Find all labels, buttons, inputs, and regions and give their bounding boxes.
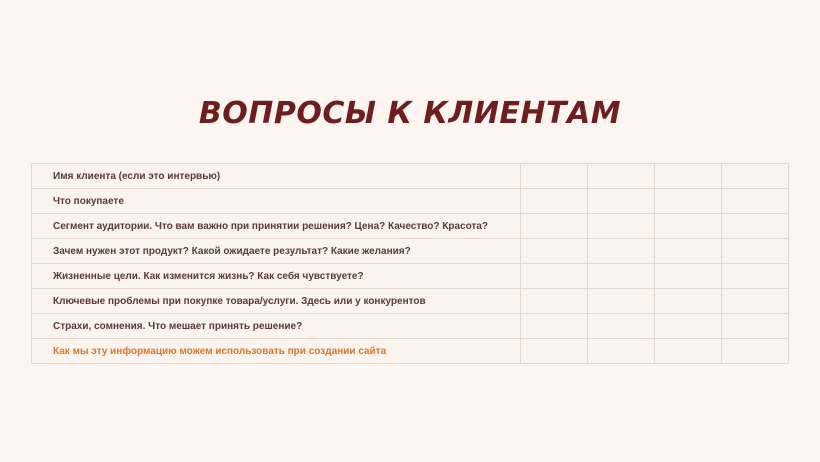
answer-cell[interactable]	[588, 314, 655, 339]
question-cell: Зачем нужен этот продукт? Какой ожидаете результат? Какие желания?	[32, 239, 521, 264]
table-row	[32, 289, 789, 314]
answer-cell[interactable]	[722, 214, 789, 239]
question-cell-highlight: Как мы эту информацию можем использовать при создании сайта	[32, 339, 521, 364]
answer-cell[interactable]	[521, 189, 588, 214]
answer-cell[interactable]	[588, 214, 655, 239]
answer-cell[interactable]	[588, 189, 655, 214]
question-cell: Страхи, сомнения. Что мешает принять решение?	[32, 314, 521, 339]
table-row	[32, 189, 789, 214]
answer-cell[interactable]	[722, 264, 789, 289]
table-row	[32, 339, 789, 364]
answer-cell[interactable]	[521, 339, 588, 364]
question-cell: Жизненные цели. Как изменится жизнь? Как себя чувствуете?	[32, 264, 521, 289]
answer-cell[interactable]	[521, 264, 588, 289]
question-cell: Ключевые проблемы при покупке товара/услуги. Здесь или у конкурентов	[32, 289, 521, 314]
answer-cell[interactable]	[588, 164, 655, 189]
answer-cell[interactable]	[655, 239, 722, 264]
answer-cell[interactable]	[588, 339, 655, 364]
answer-cell[interactable]	[521, 239, 588, 264]
table-row	[32, 214, 789, 239]
answer-cell[interactable]	[655, 314, 722, 339]
answer-cell[interactable]	[655, 264, 722, 289]
answer-cell[interactable]	[588, 239, 655, 264]
answer-cell[interactable]	[722, 289, 789, 314]
answer-cell[interactable]	[722, 239, 789, 264]
table-row	[32, 314, 789, 339]
table-row	[32, 264, 789, 289]
table-row	[32, 164, 789, 189]
answer-cell[interactable]	[722, 164, 789, 189]
answer-cell[interactable]	[655, 214, 722, 239]
answer-cell[interactable]	[521, 289, 588, 314]
answer-cell[interactable]	[588, 264, 655, 289]
answer-cell[interactable]	[588, 289, 655, 314]
table-row	[32, 239, 789, 264]
question-cell: Имя клиента (если это интервью)	[32, 164, 521, 189]
answer-cell[interactable]	[722, 189, 789, 214]
answer-cell[interactable]	[655, 164, 722, 189]
question-cell: Сегмент аудитории. Что вам важно при принятии решения? Цена? Качество? Красота?	[32, 214, 521, 239]
answer-cell[interactable]	[655, 339, 722, 364]
question-cell: Что покупаете	[32, 189, 521, 214]
answer-cell[interactable]	[722, 314, 789, 339]
answer-cell[interactable]	[521, 314, 588, 339]
answer-cell[interactable]	[655, 289, 722, 314]
page-title: ВОПРОСЫ К КЛИЕНТАМ	[198, 96, 622, 131]
answer-cell[interactable]	[655, 189, 722, 214]
answer-cell[interactable]	[521, 214, 588, 239]
answer-cell[interactable]	[722, 339, 789, 364]
answer-cell[interactable]	[521, 164, 588, 189]
questions-table	[31, 163, 789, 364]
